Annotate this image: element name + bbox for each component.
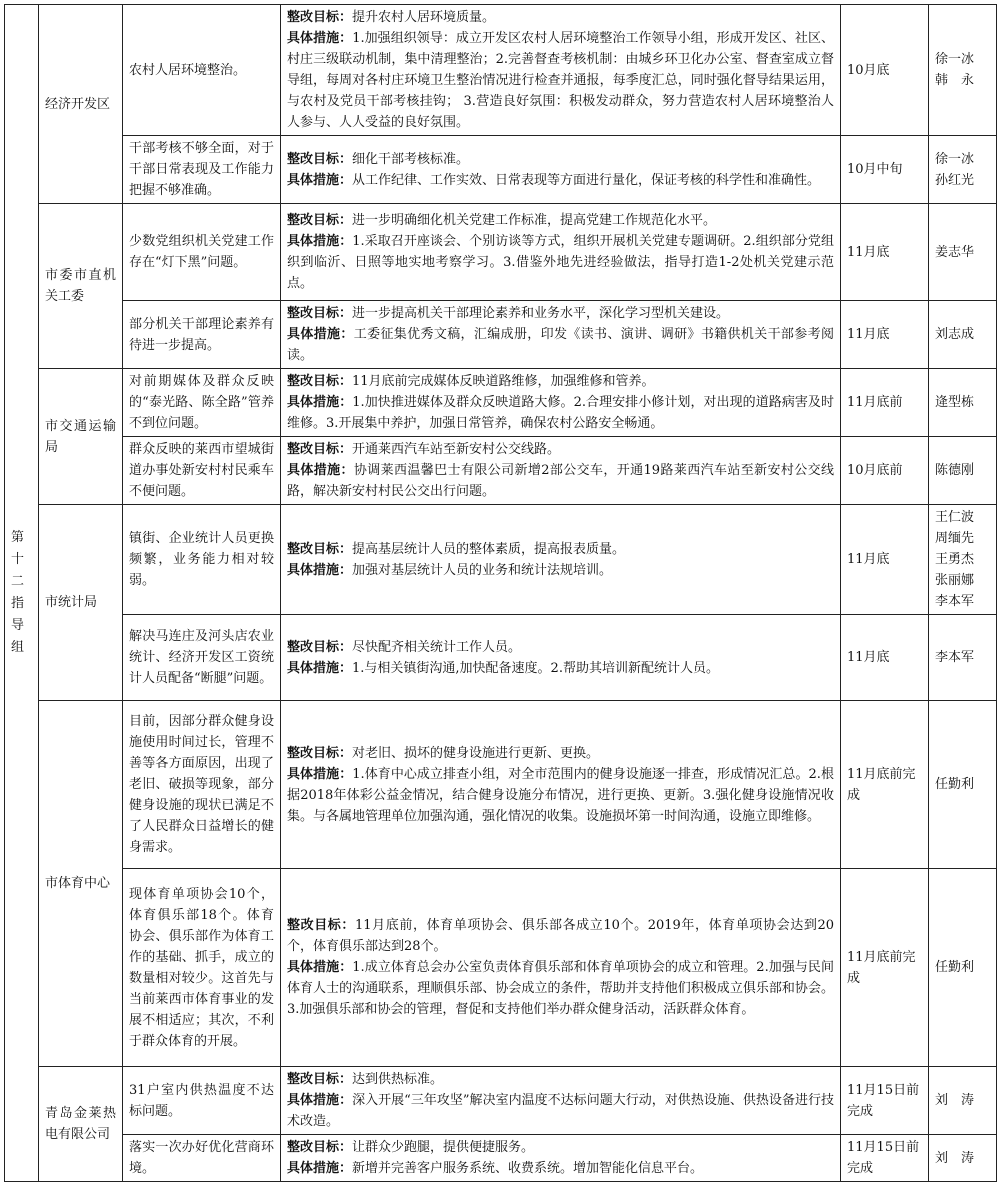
measures-line <box>287 1158 834 1179</box>
measures-text: 1.成立体育总会办公室负责体育俱乐部和体育单项协会的成立和管理。2.加强与民间体育人士的沟通联系，理顺俱乐部、协会成立的条件，帮助并支持他们积极成立俱乐部和协会。3.加强俱乐部和协会的管理，督促和支持他们举办群众健身活动，活跃群众体育。 <box>287 960 834 1017</box>
deadline-cell: 10月中旬 <box>841 136 929 204</box>
measures-line <box>287 1090 834 1132</box>
owner-cell <box>929 369 997 437</box>
owner-name: 王勇杰 <box>935 552 975 567</box>
owner-cell <box>929 505 997 615</box>
measures-text: 深入开展“三年攻坚”解决室内温度不达标问题大行动，对供热设施、供热设备进行技术改造。 <box>287 1093 834 1129</box>
goal-text: 让群众少跑腿，提供便捷服务。 <box>352 1140 535 1155</box>
deadline-cell: 10月底 <box>841 5 929 136</box>
measures-text: 1.采取召开座谈会、个别访谈等方式，组织开展机关党建专题调研。2.组织部分党组织到临沂、日照等地实地考察学习。3.借鉴外地先进经验做法，指导打造1-2处机关党建示范点。 <box>287 234 834 291</box>
table-row <box>5 869 997 1067</box>
goal-label: 整改目标： <box>287 213 353 228</box>
unit-name: 市统计局 <box>39 505 123 701</box>
unit-name: 经济开发区 <box>39 5 123 204</box>
deadline-cell: 11月底 <box>841 615 929 701</box>
guidance-group-char: 第 <box>11 530 25 545</box>
goal-line <box>287 7 834 28</box>
goal-text: 提升农村人居环境质量。 <box>352 10 496 25</box>
goal-line <box>287 1137 834 1158</box>
measure-cell <box>281 869 841 1067</box>
table-row <box>5 204 997 301</box>
deadline-cell: 11月15日前完成 <box>841 1067 929 1135</box>
measure-cell <box>281 204 841 301</box>
goal-label: 整改目标： <box>287 541 353 557</box>
guidance-group-char: 指 <box>11 596 25 611</box>
measures-text: 1.与相关镇街沟通,加快配备速度。2.帮助其培训新配统计人员。 <box>352 660 719 676</box>
owner-cell <box>929 1067 997 1135</box>
owner-name: 徐一冰 <box>935 52 975 67</box>
owner-name: 刘志成 <box>935 327 975 342</box>
measures-line <box>287 560 834 581</box>
measure-cell <box>281 1067 841 1135</box>
table-row <box>5 301 997 369</box>
owner-cell <box>929 869 997 1067</box>
measure-cell <box>281 301 841 369</box>
goal-label: 整改目标： <box>287 1072 353 1087</box>
measure-cell <box>281 1135 841 1182</box>
goal-text: 尽快配齐相关统计工作人员。 <box>352 639 522 655</box>
goal-text: 11月底前，体育单项协会、俱乐部各成立10个。2019年，体育单项协会达到20个，体育俱乐部达到28个。 <box>287 918 834 954</box>
measures-line <box>287 460 834 502</box>
goal-text: 提高基层统计人员的整体素质，提高报表质量。 <box>352 541 626 557</box>
deadline-cell: 10月底前 <box>841 437 929 505</box>
goal-text: 达到供热标准。 <box>352 1072 444 1087</box>
measure-cell <box>281 505 841 615</box>
measure-cell <box>281 136 841 204</box>
goal-label: 整改目标： <box>287 639 353 655</box>
measures-text: 1.体育中心成立排查小组，对全市范围内的健身设施逐一排查，形成情况汇总。2.根据2018年体彩公益金情况，结合健身设施分布情况，进行更换、更新。3.强化健身设施情况收集。与各属地管理单位加强沟通，强化情况的收集。设施损坏第一时间沟通，设施立即维修。 <box>287 766 834 824</box>
owner-cell <box>929 701 997 869</box>
measures-line <box>287 957 834 1020</box>
goal-label: 整改目标： <box>287 1140 353 1155</box>
issue-cell: 对前期媒体及群众反映的“泰光路、陈全路”管养不到位问题。 <box>123 369 281 437</box>
measures-line <box>287 28 834 133</box>
owner-name: 孙红光 <box>935 172 975 188</box>
table-body <box>5 5 997 1182</box>
deadline-cell: 11月底前完成 <box>841 869 929 1067</box>
guidance-group-char: 导 <box>11 618 25 633</box>
measures-text: 协调莱西温馨巴士有限公司新增2部公交车，开通19路莱西汽车站至新安村公交线路，解决新安村村民公交出行问题。 <box>287 463 834 499</box>
measures-label: 具体措施： <box>287 463 354 478</box>
owner-cell <box>929 615 997 701</box>
measures-text: 1.加强组织领导：成立开发区农村人居环境整治工作领导小组，形成开发区、社区、村庄三级联动机制，集中清理整治；2.完善督查考核机制：由城乡环卫化办公室、督查室成立督导组，每周对各村庄环境卫生整治情况进行检查并通报，每季度汇总，同时强化督导结果运用，与农村及党员干部考核挂钩； 3.营造良好氛围：积极发动群众，努力营造农村人居环境整治人人参与、人人受益的良好氛围。 <box>287 31 834 130</box>
goal-label: 整改目标： <box>287 306 353 321</box>
measures-line <box>287 231 834 294</box>
goal-line <box>287 1069 834 1090</box>
deadline-cell: 11月底 <box>841 204 929 301</box>
goal-line <box>287 539 834 560</box>
table-row <box>5 136 997 204</box>
table-row <box>5 1067 997 1135</box>
goal-label: 整改目标： <box>287 151 353 167</box>
measures-label: 具体措施： <box>287 960 353 975</box>
deadline-cell: 11月底前 <box>841 369 929 437</box>
goal-line <box>287 371 834 392</box>
owner-name: 王仁波 <box>935 510 975 525</box>
goal-label: 整改目标： <box>287 374 353 389</box>
goal-line <box>287 149 834 170</box>
goal-line <box>287 303 834 324</box>
owner-name: 刘 涛 <box>935 1093 975 1108</box>
deadline-cell: 11月15日前完成 <box>841 1135 929 1182</box>
owner-name: 张丽娜 <box>935 573 975 588</box>
measures-label: 具体措施： <box>287 395 353 410</box>
issue-cell: 少数党组织机关党建工作存在“灯下黑”问题。 <box>123 204 281 301</box>
unit-name: 市体育中心 <box>39 701 123 1067</box>
measure-cell <box>281 615 841 701</box>
owner-name: 韩 永 <box>935 73 975 88</box>
measures-line <box>287 324 834 366</box>
table-row <box>5 437 997 505</box>
measures-text: 工委征集优秀文稿，汇编成册，印发《读书、演讲、调研》书籍供机关干部参考阅读。 <box>287 327 834 363</box>
owner-name: 任勤利 <box>935 777 975 792</box>
measures-label: 具体措施： <box>287 1161 353 1176</box>
issue-cell: 解决马连庄及河头店农业统计、经济开发区工资统计人员配备“断腿”问题。 <box>123 615 281 701</box>
measure-cell <box>281 5 841 136</box>
owner-name: 逄型栋 <box>935 395 975 410</box>
owner-cell <box>929 204 997 301</box>
measures-line <box>287 170 834 191</box>
guidance-group-char: 组 <box>11 640 25 655</box>
goal-line <box>287 439 834 460</box>
owner-name: 李本军 <box>935 594 975 609</box>
issue-cell: 农村人居环境整治。 <box>123 5 281 136</box>
owner-name: 周缅先 <box>935 531 975 546</box>
measures-text: 1.加快推进媒体及群众反映道路大修。2.合理安排小修计划，对出现的道路病害及时维修。3.开展集中养护，加强日常管养，确保农村公路安全畅通。 <box>287 395 834 431</box>
measures-line <box>287 764 834 827</box>
measures-label: 具体措施： <box>287 327 354 342</box>
goal-label: 整改目标： <box>287 918 356 933</box>
issue-cell: 镇街、企业统计人员更换频繁，业务能力相对较弱。 <box>123 505 281 615</box>
rectification-table <box>4 4 997 1182</box>
owner-name: 姜志华 <box>935 244 975 260</box>
goal-text: 11月底前完成媒体反映道路维修，加强维修和管养。 <box>352 374 655 389</box>
owner-name: 徐一冰 <box>935 151 975 167</box>
table-row <box>5 1135 997 1182</box>
owner-name: 刘 涛 <box>935 1150 975 1166</box>
measures-label: 具体措施： <box>287 31 353 46</box>
measures-line <box>287 658 834 679</box>
unit-name: 市交通运输局 <box>39 369 123 505</box>
measures-label: 具体措施： <box>287 234 353 249</box>
goal-line <box>287 637 834 658</box>
issue-cell: 现体育单项协会10个，体育俱乐部18个。体育协会、俱乐部作为体育工作的基础、抓手，成立的数量相对较少。这首先与当前莱西市体育事业的发展不相适应；其次，不利于群众体育的开展。 <box>123 869 281 1067</box>
goal-label: 整改目标： <box>287 745 353 761</box>
issue-cell: 落实一次办好优化营商环境。 <box>123 1135 281 1182</box>
guidance-group-char: 二 <box>11 574 25 589</box>
measures-line <box>287 392 834 434</box>
table-row <box>5 615 997 701</box>
unit-name: 青岛金莱热电有限公司 <box>39 1067 123 1182</box>
goal-label: 整改目标： <box>287 10 353 25</box>
deadline-cell: 11月底前完成 <box>841 701 929 869</box>
guidance-group-cell <box>5 5 39 1182</box>
goal-text: 进一步明确细化机关党建工作标准，提高党建工作规范化水平。 <box>352 213 717 228</box>
owner-cell <box>929 301 997 369</box>
table-row <box>5 701 997 869</box>
goal-line <box>287 915 834 957</box>
deadline-cell: 11月底 <box>841 301 929 369</box>
goal-label: 整改目标： <box>287 442 353 457</box>
measures-label: 具体措施： <box>287 562 353 578</box>
issue-cell: 31户室内供热温度不达标问题。 <box>123 1067 281 1135</box>
goal-text: 开通莱西汽车站至新安村公交线路。 <box>352 442 561 457</box>
issue-cell: 群众反映的莱西市望城街道办事处新安村村民乘车不便问题。 <box>123 437 281 505</box>
measures-label: 具体措施： <box>287 660 353 676</box>
measures-text: 加强对基层统计人员的业务和统计法规培训。 <box>352 562 613 578</box>
measures-label: 具体措施： <box>287 1093 353 1108</box>
goal-line <box>287 210 834 231</box>
table-row <box>5 5 997 136</box>
measures-text: 新增并完善客户服务系统、收费系统。增加智能化信息平台。 <box>352 1161 704 1176</box>
owner-name: 陈德刚 <box>935 463 975 478</box>
measures-text: 从工作纪律、工作实效、日常表现等方面进行量化，保证考核的科学性和准确性。 <box>352 172 821 188</box>
goal-text: 进一步提高机关干部理论素养和业务水平，深化学习型机关建设。 <box>352 306 730 321</box>
owner-cell <box>929 1135 997 1182</box>
issue-cell: 干部考核不够全面，对于干部日常表现及工作能力把握不够准确。 <box>123 136 281 204</box>
measure-cell <box>281 369 841 437</box>
goal-line <box>287 743 834 764</box>
owner-name: 李本军 <box>935 650 975 665</box>
table-row <box>5 505 997 615</box>
measure-cell <box>281 701 841 869</box>
measure-cell <box>281 437 841 505</box>
owner-cell <box>929 437 997 505</box>
measures-label: 具体措施： <box>287 766 353 782</box>
goal-text: 细化干部考核标准。 <box>352 151 470 167</box>
goal-text: 对老旧、损坏的健身设施进行更新、更换。 <box>352 745 600 761</box>
owner-cell <box>929 136 997 204</box>
owner-cell <box>929 5 997 136</box>
unit-name: 市委市直机关工委 <box>39 204 123 369</box>
measures-label: 具体措施： <box>287 172 353 188</box>
guidance-group-char: 十 <box>11 552 25 567</box>
deadline-cell: 11月底 <box>841 505 929 615</box>
owner-name: 任勤利 <box>935 960 975 975</box>
issue-cell: 部分机关干部理论素养有待进一步提高。 <box>123 301 281 369</box>
issue-cell: 目前，因部分群众健身设施使用时间过长，管理不善等各方面原因，出现了老旧、破损等现象，部分健身设施的现状已满足不了人民群众日益增长的健身需求。 <box>123 701 281 869</box>
table-row <box>5 369 997 437</box>
